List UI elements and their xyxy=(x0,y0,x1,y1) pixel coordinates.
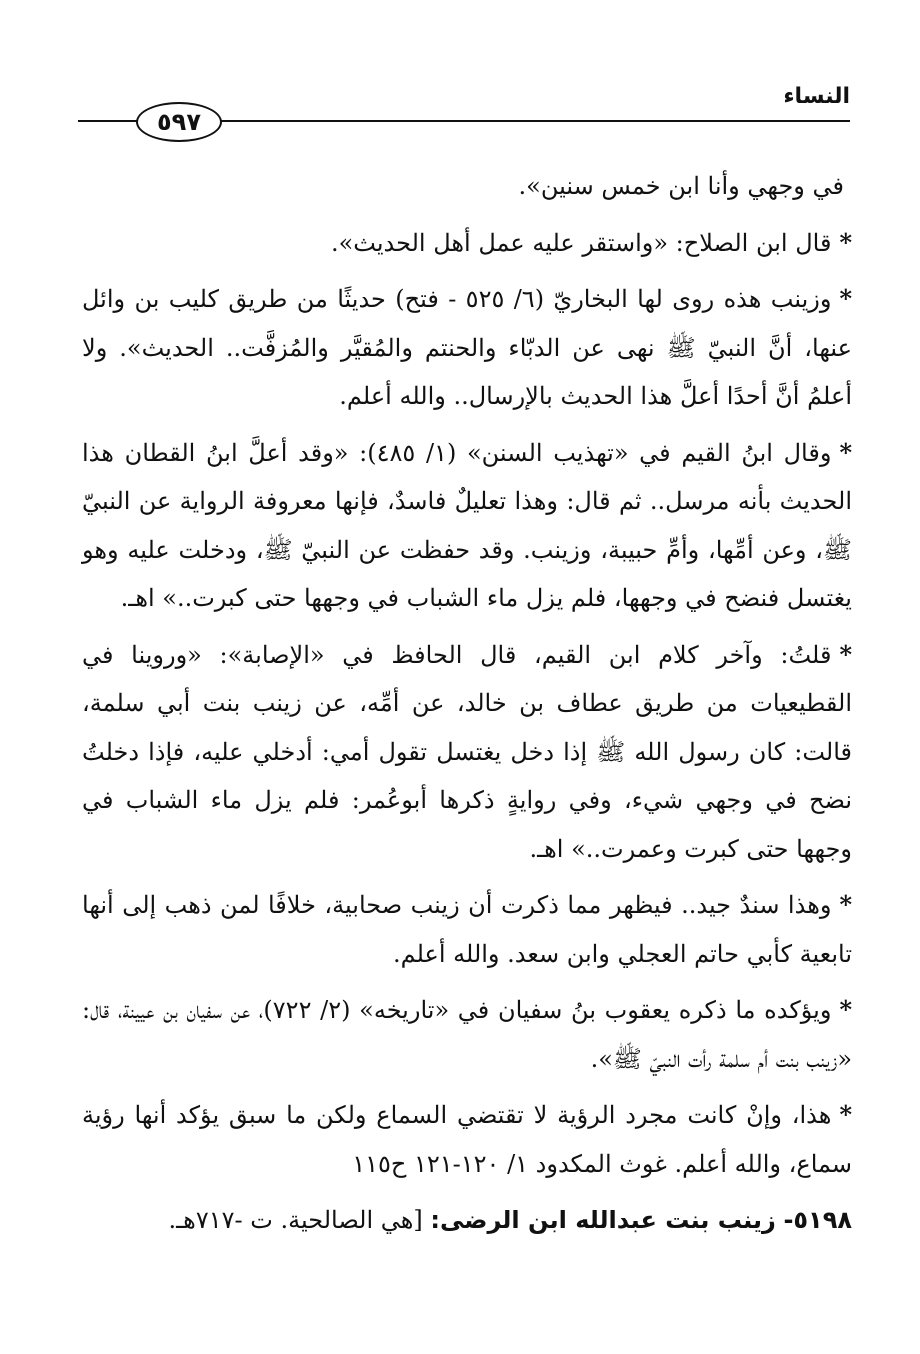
paragraph-text: وزينب هذه روى لها البخاريّ (٦/ ٥٢٥ - فتح) حديثًا من طريق كليب بن وائل عنها، أنَّ النبيّ ﷺ نهى عن الدبّاء والحنتم والمُقيَّر والمُزفَّت.. الحديث». ولا أعلمُ أنَّ أحدًا أعلَّ هذا الحديث بالإرسال.. والله أعلم. xyxy=(82,285,852,410)
paragraph-marker: * xyxy=(839,995,853,1024)
biography-entry xyxy=(82,1196,852,1245)
paragraph-text: وقال ابنُ القيم في «تهذيب السنن» (١/ ٤٨٥): «وقد أعلَّ ابنُ القطان هذا الحديث بأنه مرسل.. ثم قال: وهذا تعليلٌ فاسدٌ، فإنها معروفة الرواية عن النبيّ ﷺ، وعن أمِّها، وأمِّ حبيبة، وزينب. وقد حفظت عن النبيّ ﷺ، ودخلت عليه وهو يغتسل فنضح في وجهها، فلم يزل ماء الشباب في وجهها حتى كبرت..» اهـ. xyxy=(82,438,852,612)
paragraph-4 xyxy=(82,429,852,623)
page-header xyxy=(78,84,850,164)
paragraph-marker: * xyxy=(839,227,852,257)
running-title: النساء xyxy=(783,84,850,109)
paragraph-text: في وجهي وأنا ابن خمس سنين». xyxy=(518,172,844,200)
paragraph-marker: * xyxy=(839,1100,852,1129)
paragraph-5 xyxy=(82,631,852,874)
paragraph-6 xyxy=(82,881,852,978)
page-body xyxy=(82,162,852,1253)
paragraph-marker: * xyxy=(839,639,852,669)
paragraph-marker: * xyxy=(839,890,852,919)
paragraph-2 xyxy=(82,219,852,268)
paragraph-text: ويؤكده ما ذكره يعقوب بنُ سفيان في «تاريخه» (٢/ ٧٢٢)، عن سفيان بن عيينة، قال: «زينب بنت أم سلمة رأت النبيّ ﷺ». xyxy=(82,996,852,1073)
entry-number: ٥١٩٨- xyxy=(783,1206,852,1234)
paragraph-text: هذا، وإنْ كانت مجرد الرؤية لا تقتضي السماع ولكن ما سبق يؤكد أنها رؤية سماع، والله أعلم. غوث المكدود ١/ ١٢٠-١٢١ ح١١٥ xyxy=(82,1101,852,1178)
paragraph-text: وهذا سندٌ جيد.. فيظهر مما ذكرت أن زينب صحابية، خلافًا لمن ذهب إلى أنها تابعية كأبي حاتم العجلي وابن سعد. والله أعلم. xyxy=(82,891,852,968)
entry-name: زينب بنت عبدالله ابن الرضى: xyxy=(430,1206,776,1234)
paragraph-text: قلتُ: وآخر كلام ابن القيم، قال الحافظ في «الإصابة»: «وروينا في القطيعيات من طريق عطاف بن خالد، عن أمِّه، عن زينب بنت أبي سلمة، قالت: كان رسول الله ﷺ إذا دخل يغتسل تقول أمي: أدخلي عليه، فإذا دخلتُ نضح في وجهي شيء، وفي روايةٍ ذكرها أبوعُمر: فلم يزل ماء الشباب في وجهها حتى كبرت وعمرت..» اهـ. xyxy=(82,640,852,863)
page-number: ٥٩٧ xyxy=(136,102,222,142)
paragraph-3 xyxy=(82,275,852,421)
paragraph-marker: * xyxy=(839,437,852,467)
paragraph-marker: * xyxy=(839,284,852,313)
paragraph-text: قال ابن الصلاح: «واستقر عليه عمل أهل الحديث». xyxy=(330,228,832,257)
paragraph-8 xyxy=(82,1091,852,1188)
paragraph-1 xyxy=(82,162,852,211)
paragraph-7 xyxy=(82,986,852,1083)
entry-text: [هي الصالحية. ت -٧١٧هـ. xyxy=(168,1206,423,1234)
